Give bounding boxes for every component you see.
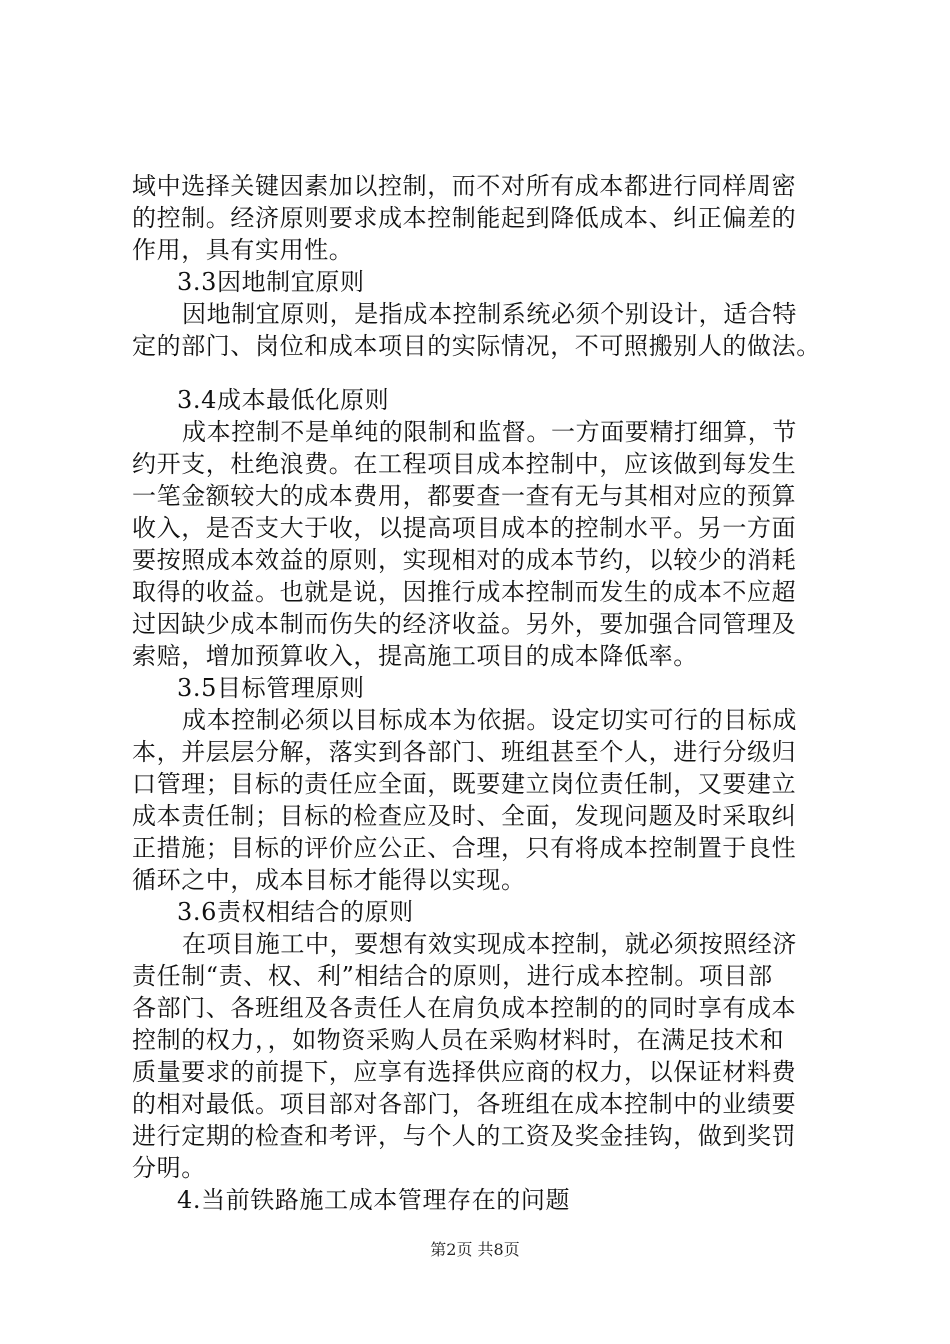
- section-heading-4: 4.当前铁路施工成本管理存在的问题: [177, 1186, 571, 1214]
- body-text-line: 控制的权力，，如物资采购人员在采购材料时，在满足技术和: [132, 1026, 785, 1054]
- body-text-line: 成本控制必须以目标成本为依据。设定切实可行的目标成: [182, 706, 797, 734]
- body-text-line: 域中选择关键因素加以控制，而不对所有成本都进行同样周密: [132, 172, 797, 200]
- body-text-line: 因地制宜原则，是指成本控制系统必须个别设计，适合特: [182, 300, 797, 328]
- body-text-line: 约开支，杜绝浪费。在工程项目成本控制中，应该做到每发生: [132, 450, 797, 478]
- body-text-line: 一笔金额较大的成本费用，都要查一查有无与其相对应的预算: [132, 482, 797, 510]
- body-text-line: 作用，具有实用性。: [132, 236, 354, 264]
- paragraph-gap: [132, 362, 832, 384]
- body-text-line: 责任制“责、权、利”相结合的原则，进行成本控制。项目部: [132, 962, 773, 990]
- body-text-line: 进行定期的检查和考评，与个人的工资及奖金挂钩，做到奖罚: [132, 1122, 797, 1150]
- body-text-line: 分明。: [132, 1154, 206, 1182]
- body-text-line: 成本控制不是单纯的限制和监督。一方面要精打细算，节: [182, 418, 797, 446]
- body-text-line: 在项目施工中，要想有效实现成本控制，就必须按照经济: [182, 930, 797, 958]
- body-text-line: 正措施；目标的评价应公正、合理，只有将成本控制置于良性: [132, 834, 797, 862]
- body-text-line: 口管理；目标的责任应全面，既要建立岗位责任制，又要建立: [132, 770, 797, 798]
- body-text-line: 收入，是否支大于收，以提高项目成本的控制水平。另一方面: [132, 514, 797, 542]
- page-number-footer: 第2页 共8页: [430, 1240, 520, 1259]
- section-heading-3-3: 3.3因地制宜原则: [177, 268, 365, 296]
- body-text-line: 过因缺少成本制而伤失的经济收益。另外，要加强合同管理及: [132, 610, 797, 638]
- body-text-line: 各部门、各班组及各责任人在肩负成本控制的的同时享有成本: [132, 994, 797, 1022]
- body-text-line: 本，并层层分解，落实到各部门、班组甚至个人，进行分级归: [132, 738, 797, 766]
- section-heading-3-5: 3.5目标管理原则: [177, 674, 365, 702]
- body-text-line: 的控制。经济原则要求成本控制能起到降低成本、纠正偏差的: [132, 204, 797, 232]
- body-text-line: 取得的收益。也就是说，因推行成本控制而发生的成本不应超: [132, 578, 797, 606]
- body-text-line: 的相对最低。项目部对各部门，各班组在成本控制中的业绩要: [132, 1090, 797, 1118]
- body-text-line: 成本责任制；目标的检查应及时、全面，发现问题及时采取纠: [132, 802, 797, 830]
- section-heading-3-4: 3.4成本最低化原则: [177, 386, 390, 414]
- document-body: [132, 170, 832, 1216]
- body-text-line: 要按照成本效益的原则，实现相对的成本节约，以较少的消耗: [132, 546, 797, 574]
- body-text-line: 索赔，增加预算收入，提高施工项目的成本降低率。: [132, 642, 698, 670]
- body-text-line: 循环之中，成本目标才能得以实现。: [132, 866, 526, 894]
- body-text-line: 定的部门、岗位和成本项目的实际情况，不可照搬别人的做法。: [132, 332, 821, 360]
- body-text-line: 质量要求的前提下，应享有选择供应商的权力，以保证材料费: [132, 1058, 797, 1086]
- section-heading-3-6: 3.6责权相结合的原则: [177, 898, 414, 926]
